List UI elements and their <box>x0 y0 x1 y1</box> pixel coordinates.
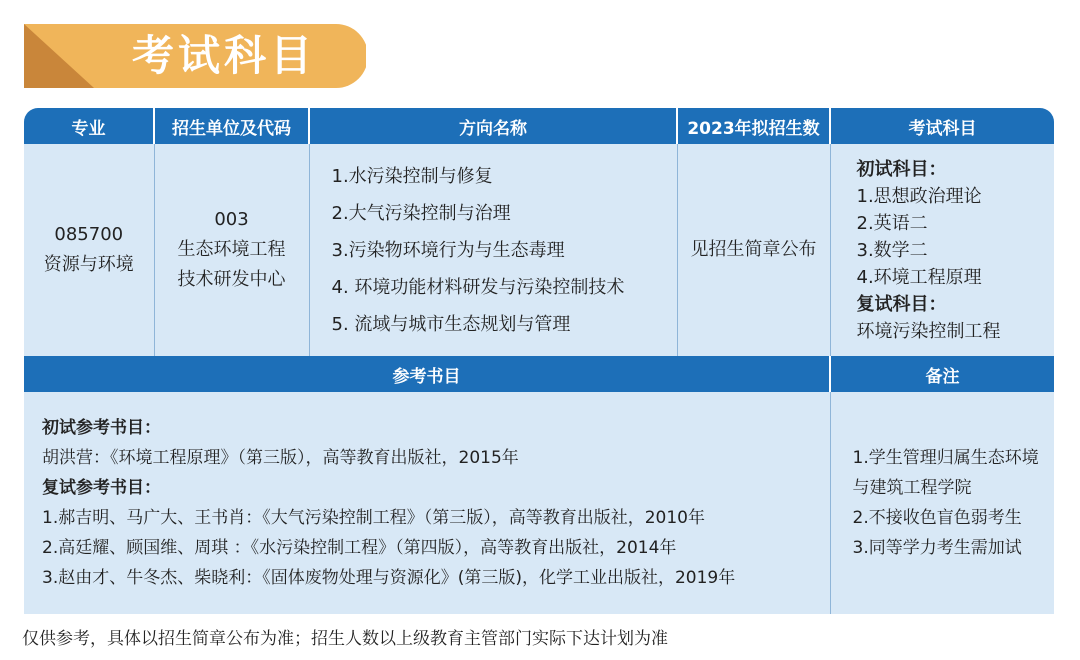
refs-cell <box>24 392 830 614</box>
enrollment-cell <box>677 144 830 356</box>
exam-prelim-item: 2.英语二 <box>856 212 928 234</box>
header-refs: 参考书目 <box>24 356 830 392</box>
major-cell <box>24 144 154 356</box>
major-code: 085700 <box>54 224 124 245</box>
unit-code: 003 <box>214 209 249 230</box>
table-row <box>24 392 1054 614</box>
major-name: 资源与环境 <box>43 254 134 275</box>
exam-cell <box>830 144 1054 356</box>
unit-name-line1: 生态环境工程 <box>177 239 286 260</box>
direction-cell <box>309 144 677 356</box>
page-title: 考试科目 <box>132 31 317 80</box>
direction-item: 4. 环境功能材料研发与污染控制技术 <box>331 276 625 298</box>
notes-cell <box>830 392 1054 614</box>
refs-retest-book: 1.郝吉明、马广大、王书肖：《大气污染控制工程》（第三版），高等教育出版社，2010年 <box>42 508 705 528</box>
exam-retest-item: 环境污染控制工程 <box>856 320 1001 342</box>
exam-retest-title: 复试科目： <box>856 293 947 315</box>
table-header-row <box>24 108 1054 144</box>
footer-note: 仅供参考，具体以招生简章公布为准；招生人数以上级教育主管部门实际下达计划为准 <box>22 629 668 649</box>
note-item: 2.不接收色盲色弱考生 <box>852 508 1022 528</box>
section-banner <box>24 24 366 88</box>
refs-retest-book: 2.高廷耀、顾国维、周琪 ：《水污染控制工程》（第四版），高等教育出版社，2014年 <box>42 538 677 558</box>
direction-item: 1.水污染控制与修复 <box>331 165 493 187</box>
header-unit: 招生单位及代码 <box>154 108 309 144</box>
header-direction: 方向名称 <box>309 108 677 144</box>
exam-prelim-item: 1.思想政治理论 <box>856 185 982 207</box>
refs-prelim-title: 初试参考书目： <box>42 418 161 438</box>
exam-table <box>24 108 1054 614</box>
enrollment-value: 见招生简章公布 <box>690 239 817 260</box>
exam-prelim-item: 4.环境工程原理 <box>856 266 982 288</box>
direction-item: 2.大气污染控制与治理 <box>331 202 511 224</box>
exam-prelim-title: 初试科目： <box>856 158 947 180</box>
refs-retest-book: 3.赵由才、牛冬杰、柴晓利：《固体废物处理与资源化》(第三版)，化学工业出版社，2019年 <box>42 568 736 588</box>
unit-cell <box>154 144 309 356</box>
header-exam: 考试科目 <box>830 108 1054 144</box>
unit-name-line2: 技术研发中心 <box>177 269 286 290</box>
refs-retest-title: 复试参考书目： <box>42 478 161 498</box>
header-enrollment: 2023年拟招生数 <box>677 108 830 144</box>
table-subheader-row <box>24 356 1054 392</box>
exam-prelim-item: 3.数学二 <box>856 239 928 261</box>
table-row <box>24 144 1054 356</box>
header-major: 专业 <box>24 108 154 144</box>
direction-item: 3.污染物环境行为与生态毒理 <box>331 239 565 261</box>
note-item: 1.学生管理归属生态环境与建筑工程学院 <box>852 448 1039 498</box>
direction-item: 5. 流域与城市生态规划与管理 <box>331 313 571 335</box>
note-item: 3.同等学力考生需加试 <box>852 538 1022 558</box>
refs-prelim-book: 胡洪营：《环境工程原理》（第三版），高等教育出版社，2015年 <box>42 448 519 468</box>
header-notes: 备注 <box>830 356 1054 392</box>
